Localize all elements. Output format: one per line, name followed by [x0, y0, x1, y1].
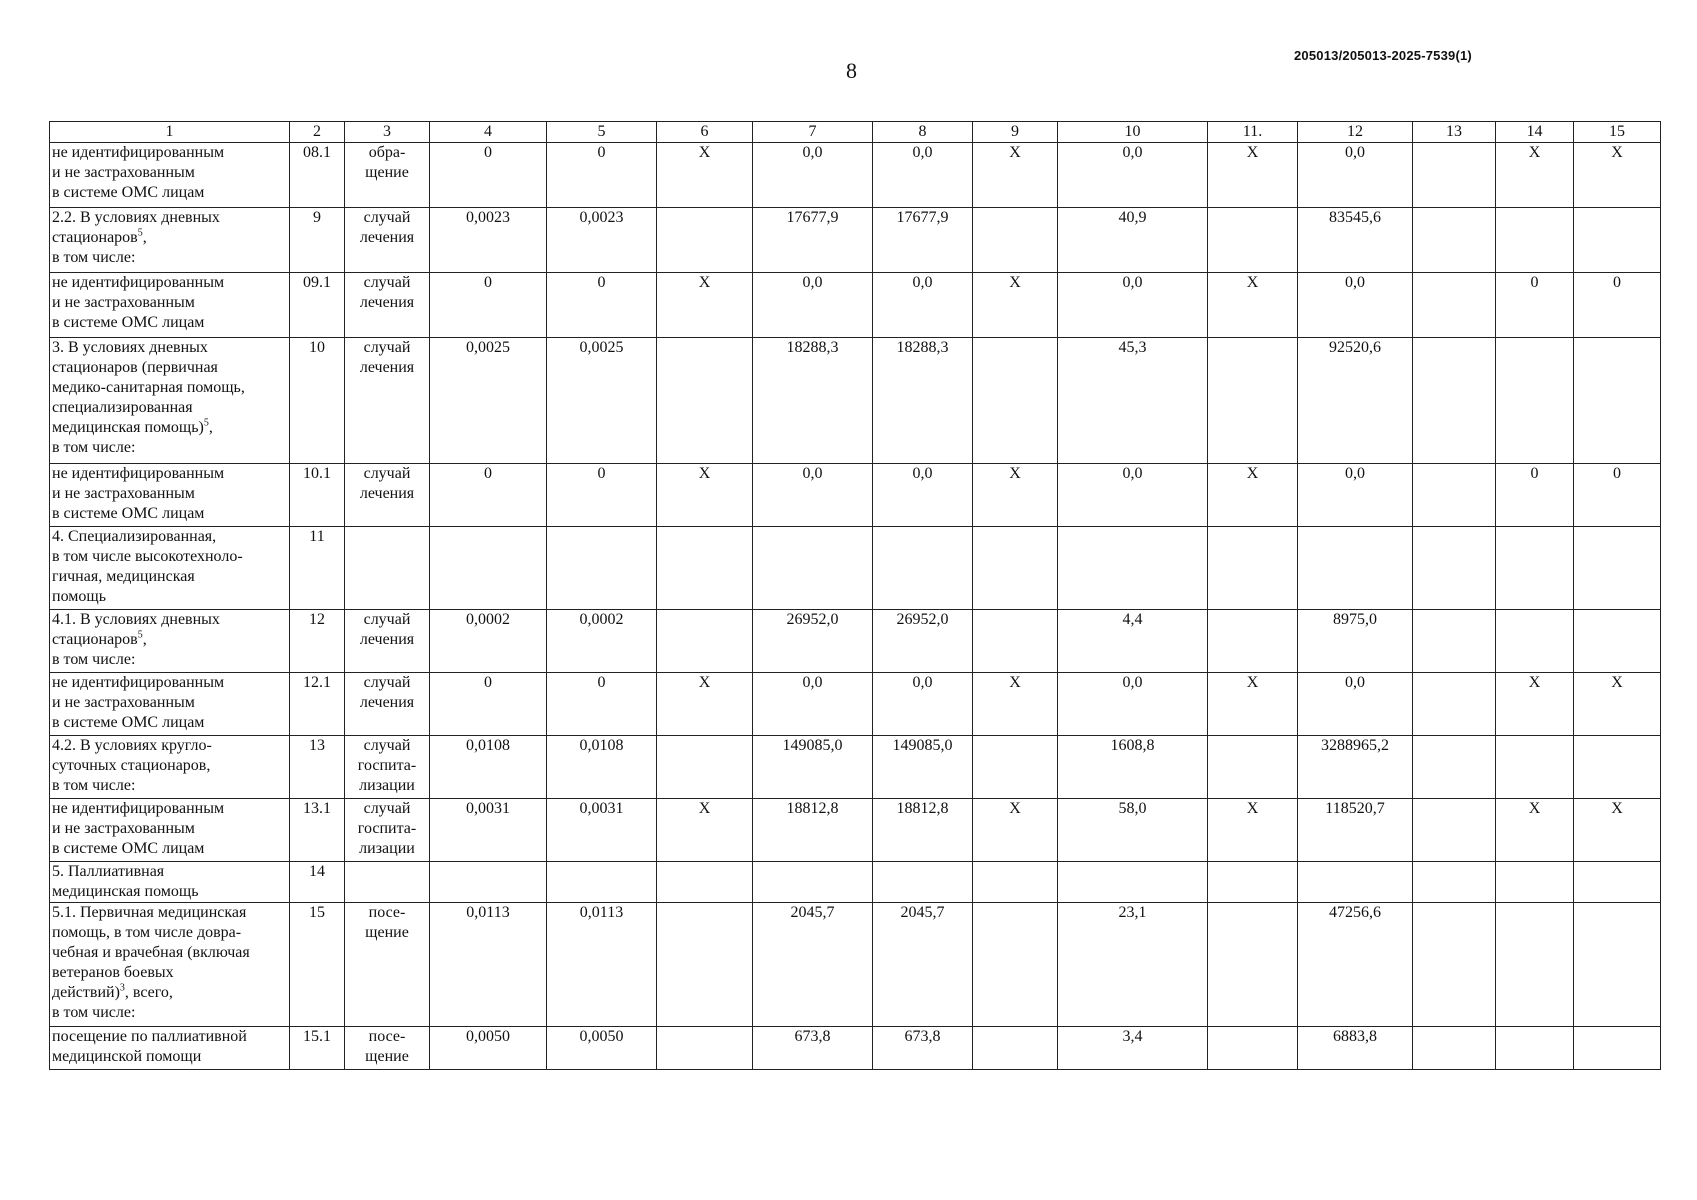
value-cell: [1208, 736, 1298, 799]
row-code-cell: 9: [290, 208, 345, 273]
value-cell: 0,0002: [430, 610, 547, 673]
row-label-cell: не идентифицированным и не застрахованным в системе ОМС лицам: [50, 464, 290, 527]
value-cell: [973, 1027, 1058, 1070]
table-row: [50, 143, 1661, 208]
value-cell: [873, 862, 973, 903]
value-cell: [1208, 1027, 1298, 1070]
row-label-text-continuation: , всего, в том числе:: [52, 984, 173, 1021]
value-cell: [1208, 208, 1298, 273]
value-cell: 0,0113: [547, 903, 657, 1027]
value-cell: [973, 862, 1058, 903]
value-cell: 0,0: [1298, 673, 1413, 736]
value-cell: [547, 862, 657, 903]
row-label-cell: 4. Специализированная, в том числе высокотехноло- гичная, медицинская помощь: [50, 527, 290, 610]
value-cell: [1574, 610, 1661, 673]
value-cell: [1413, 273, 1496, 338]
row-label-text: 4.1. В условиях дневных стационаров: [52, 611, 220, 648]
value-cell: Х: [1208, 273, 1298, 338]
value-cell: [1413, 527, 1496, 610]
row-code-cell: 08.1: [290, 143, 345, 208]
unit-cell: случай лечения: [345, 338, 430, 464]
value-cell: [1058, 527, 1208, 610]
column-header: 3: [345, 122, 430, 143]
value-cell: [1496, 610, 1574, 673]
value-cell: 18288,3: [753, 338, 873, 464]
value-cell: [657, 862, 753, 903]
value-cell: 2045,7: [873, 903, 973, 1027]
value-cell: 673,8: [753, 1027, 873, 1070]
value-cell: 3,4: [1058, 1027, 1208, 1070]
value-cell: [1574, 736, 1661, 799]
value-cell: [1413, 1027, 1496, 1070]
value-cell: [1496, 338, 1574, 464]
value-cell: 673,8: [873, 1027, 973, 1070]
value-cell: 0: [430, 673, 547, 736]
row-code-cell: 10: [290, 338, 345, 464]
value-cell: Х: [657, 799, 753, 862]
value-cell: [657, 610, 753, 673]
column-header: 15: [1574, 122, 1661, 143]
table-row: [50, 464, 1661, 527]
value-cell: Х: [1574, 143, 1661, 208]
value-cell: 92520,6: [1298, 338, 1413, 464]
value-cell: 18812,8: [753, 799, 873, 862]
value-cell: 0,0023: [430, 208, 547, 273]
value-cell: 0,0: [1298, 273, 1413, 338]
value-cell: Х: [973, 273, 1058, 338]
value-cell: 0,0025: [547, 338, 657, 464]
value-cell: [973, 903, 1058, 1027]
column-header: 7: [753, 122, 873, 143]
value-cell: 0,0: [1058, 464, 1208, 527]
value-cell: 0,0031: [430, 799, 547, 862]
value-cell: 18812,8: [873, 799, 973, 862]
column-header: 2: [290, 122, 345, 143]
value-cell: Х: [657, 143, 753, 208]
value-cell: 0: [430, 273, 547, 338]
row-code-cell: 13.1: [290, 799, 345, 862]
column-header: 13: [1413, 122, 1496, 143]
value-cell: Х: [973, 464, 1058, 527]
value-cell: [657, 903, 753, 1027]
value-cell: [1413, 610, 1496, 673]
value-cell: [1413, 862, 1496, 903]
value-cell: 0: [547, 143, 657, 208]
value-cell: [1208, 903, 1298, 1027]
row-code-cell: 12.1: [290, 673, 345, 736]
row-code-cell: 12: [290, 610, 345, 673]
value-cell: 26952,0: [873, 610, 973, 673]
value-cell: [973, 208, 1058, 273]
unit-cell: случай лечения: [345, 464, 430, 527]
unit-cell: [345, 527, 430, 610]
column-header: 12: [1298, 122, 1413, 143]
value-cell: 0,0: [873, 273, 973, 338]
value-cell: 58,0: [1058, 799, 1208, 862]
value-cell: [873, 527, 973, 610]
table-row: [50, 527, 1661, 610]
value-cell: [657, 208, 753, 273]
unit-cell: посе- щение: [345, 1027, 430, 1070]
value-cell: 2045,7: [753, 903, 873, 1027]
footnote-mark: 3: [119, 982, 125, 994]
value-cell: 0,0050: [547, 1027, 657, 1070]
value-cell: 45,3: [1058, 338, 1208, 464]
value-cell: [1208, 610, 1298, 673]
row-label-cell: [50, 903, 290, 1027]
value-cell: 0,0031: [547, 799, 657, 862]
footnote-mark: 5: [137, 629, 143, 641]
row-label-text-continuation: , в том числе:: [52, 631, 147, 668]
value-cell: 0: [1574, 273, 1661, 338]
unit-cell: обра- щение: [345, 143, 430, 208]
row-label-cell: [50, 338, 290, 464]
value-cell: Х: [657, 273, 753, 338]
value-cell: Х: [1208, 799, 1298, 862]
value-cell: [1496, 862, 1574, 903]
value-cell: [973, 610, 1058, 673]
value-cell: Х: [1496, 799, 1574, 862]
value-cell: Х: [973, 143, 1058, 208]
value-cell: [1413, 736, 1496, 799]
row-label-cell: [50, 208, 290, 273]
column-header: 11.: [1208, 122, 1298, 143]
value-cell: Х: [973, 799, 1058, 862]
value-cell: 0,0: [1058, 273, 1208, 338]
value-cell: 0,0: [753, 273, 873, 338]
value-cell: [973, 338, 1058, 464]
value-cell: [547, 527, 657, 610]
value-cell: Х: [1208, 143, 1298, 208]
value-cell: 0: [547, 673, 657, 736]
value-cell: [1496, 208, 1574, 273]
unit-cell: случай лечения: [345, 273, 430, 338]
column-header: 6: [657, 122, 753, 143]
row-label-cell: посещение по паллиативной медицинской помощи: [50, 1027, 290, 1070]
table-row: [50, 208, 1661, 273]
value-cell: Х: [1208, 673, 1298, 736]
row-code-cell: 09.1: [290, 273, 345, 338]
value-cell: [1574, 208, 1661, 273]
value-cell: Х: [1496, 673, 1574, 736]
value-cell: 3288965,2: [1298, 736, 1413, 799]
row-label-cell: [50, 610, 290, 673]
value-cell: [1496, 736, 1574, 799]
value-cell: 26952,0: [753, 610, 873, 673]
row-label-text: 2.2. В условиях дневных стационаров: [52, 209, 220, 246]
table-row: [50, 1027, 1661, 1070]
row-code-cell: 15: [290, 903, 345, 1027]
value-cell: [430, 862, 547, 903]
row-label-text-continuation: , в том числе:: [52, 419, 213, 456]
value-cell: [1413, 799, 1496, 862]
unit-cell: случай лечения: [345, 610, 430, 673]
table-row: [50, 862, 1661, 903]
value-cell: [1496, 903, 1574, 1027]
value-cell: 0,0: [1058, 143, 1208, 208]
table-row: [50, 610, 1661, 673]
row-label-cell: не идентифицированным и не застрахованным в системе ОМС лицам: [50, 673, 290, 736]
row-label-cell: не идентифицированным и не застрахованным в системе ОМС лицам: [50, 273, 290, 338]
value-cell: [1574, 862, 1661, 903]
row-code-cell: 15.1: [290, 1027, 345, 1070]
row-label-cell: не идентифицированным и не застрахованным в системе ОМС лицам: [50, 143, 290, 208]
value-cell: [753, 527, 873, 610]
value-cell: Х: [657, 673, 753, 736]
value-cell: [657, 338, 753, 464]
value-cell: [657, 1027, 753, 1070]
value-cell: [657, 736, 753, 799]
value-cell: 18288,3: [873, 338, 973, 464]
value-cell: [1208, 862, 1298, 903]
page-number: 8: [846, 58, 857, 83]
value-cell: 1608,8: [1058, 736, 1208, 799]
value-cell: 149085,0: [753, 736, 873, 799]
value-cell: 149085,0: [873, 736, 973, 799]
value-cell: 0,0: [1058, 673, 1208, 736]
row-label-cell: не идентифицированным и не застрахованным в системе ОМС лицам: [50, 799, 290, 862]
unit-cell: случай лечения: [345, 673, 430, 736]
value-cell: 0: [1496, 464, 1574, 527]
value-cell: [973, 527, 1058, 610]
table-row: [50, 338, 1661, 464]
value-cell: [1413, 903, 1496, 1027]
row-code-cell: 11: [290, 527, 345, 610]
value-cell: [1496, 527, 1574, 610]
row-code-cell: 14: [290, 862, 345, 903]
value-cell: [753, 862, 873, 903]
value-cell: 40,9: [1058, 208, 1208, 273]
value-cell: [1413, 338, 1496, 464]
value-cell: 23,1: [1058, 903, 1208, 1027]
row-label-text: 3. В условиях дневных стационаров (первичная медико-санитарная помощь, специализированная медицинская помощь): [52, 339, 245, 436]
value-cell: Х: [1208, 464, 1298, 527]
column-header: 8: [873, 122, 973, 143]
value-cell: 0,0: [753, 464, 873, 527]
column-header: 1: [50, 122, 290, 143]
value-cell: 17677,9: [753, 208, 873, 273]
footnote-mark: 5: [203, 417, 209, 429]
value-cell: 0: [1574, 464, 1661, 527]
column-header: 9: [973, 122, 1058, 143]
value-cell: Х: [657, 464, 753, 527]
value-cell: [430, 527, 547, 610]
row-code-cell: 10.1: [290, 464, 345, 527]
value-cell: 0: [547, 464, 657, 527]
data-table: [49, 121, 1661, 1070]
value-cell: [1058, 862, 1208, 903]
value-cell: [1413, 208, 1496, 273]
value-cell: Х: [1574, 673, 1661, 736]
value-cell: 83545,6: [1298, 208, 1413, 273]
value-cell: 17677,9: [873, 208, 973, 273]
value-cell: [1208, 527, 1298, 610]
column-header: 4: [430, 122, 547, 143]
value-cell: Х: [1574, 799, 1661, 862]
value-cell: 0,0002: [547, 610, 657, 673]
value-cell: 0: [430, 143, 547, 208]
value-cell: 0,0: [1298, 143, 1413, 208]
unit-cell: случай лечения: [345, 208, 430, 273]
table-row: [50, 799, 1661, 862]
value-cell: 0,0025: [430, 338, 547, 464]
column-header: 14: [1496, 122, 1574, 143]
value-cell: [1298, 527, 1413, 610]
value-cell: 8975,0: [1298, 610, 1413, 673]
value-cell: 0: [547, 273, 657, 338]
table-row: [50, 273, 1661, 338]
value-cell: 4,4: [1058, 610, 1208, 673]
value-cell: 47256,6: [1298, 903, 1413, 1027]
value-cell: 6883,8: [1298, 1027, 1413, 1070]
value-cell: 0,0: [873, 464, 973, 527]
value-cell: [657, 527, 753, 610]
value-cell: [973, 736, 1058, 799]
value-cell: [1574, 903, 1661, 1027]
value-cell: [1413, 464, 1496, 527]
row-label-text-continuation: , в том числе:: [52, 229, 147, 266]
value-cell: 0,0050: [430, 1027, 547, 1070]
table-row: [50, 736, 1661, 799]
value-cell: 0,0108: [547, 736, 657, 799]
column-header: 5: [547, 122, 657, 143]
value-cell: 0,0023: [547, 208, 657, 273]
value-cell: [1496, 1027, 1574, 1070]
value-cell: [1574, 527, 1661, 610]
row-label-text: 5.1. Первичная медицинская помощь, в том числе довра- чебная и врачебная (включая ветеранов боевых действий): [52, 904, 250, 1001]
value-cell: [1208, 338, 1298, 464]
table-row: [50, 673, 1661, 736]
value-cell: 0: [1496, 273, 1574, 338]
value-cell: 0,0: [753, 673, 873, 736]
value-cell: [1298, 862, 1413, 903]
table-header-row: [50, 122, 1661, 143]
column-header: 10: [1058, 122, 1208, 143]
unit-cell: посе- щение: [345, 903, 430, 1027]
value-cell: 118520,7: [1298, 799, 1413, 862]
unit-cell: случай госпита- лизации: [345, 736, 430, 799]
value-cell: Х: [973, 673, 1058, 736]
unit-cell: [345, 862, 430, 903]
unit-cell: случай госпита- лизации: [345, 799, 430, 862]
row-label-cell: 5. Паллиативная медицинская помощь: [50, 862, 290, 903]
value-cell: Х: [1496, 143, 1574, 208]
value-cell: 0,0108: [430, 736, 547, 799]
footnote-mark: 5: [137, 227, 143, 239]
value-cell: [1413, 673, 1496, 736]
value-cell: 0,0: [1298, 464, 1413, 527]
value-cell: 0,0: [873, 673, 973, 736]
value-cell: 0,0: [873, 143, 973, 208]
value-cell: [1574, 1027, 1661, 1070]
row-code-cell: 13: [290, 736, 345, 799]
value-cell: [1413, 143, 1496, 208]
document-id: 205013/205013-2025-7539(1): [1294, 48, 1472, 63]
table-row: [50, 903, 1661, 1027]
row-label-cell: 4.2. В условиях кругло- суточных стационаров, в том числе:: [50, 736, 290, 799]
value-cell: [1574, 338, 1661, 464]
value-cell: 0: [430, 464, 547, 527]
value-cell: 0,0113: [430, 903, 547, 1027]
value-cell: 0,0: [753, 143, 873, 208]
